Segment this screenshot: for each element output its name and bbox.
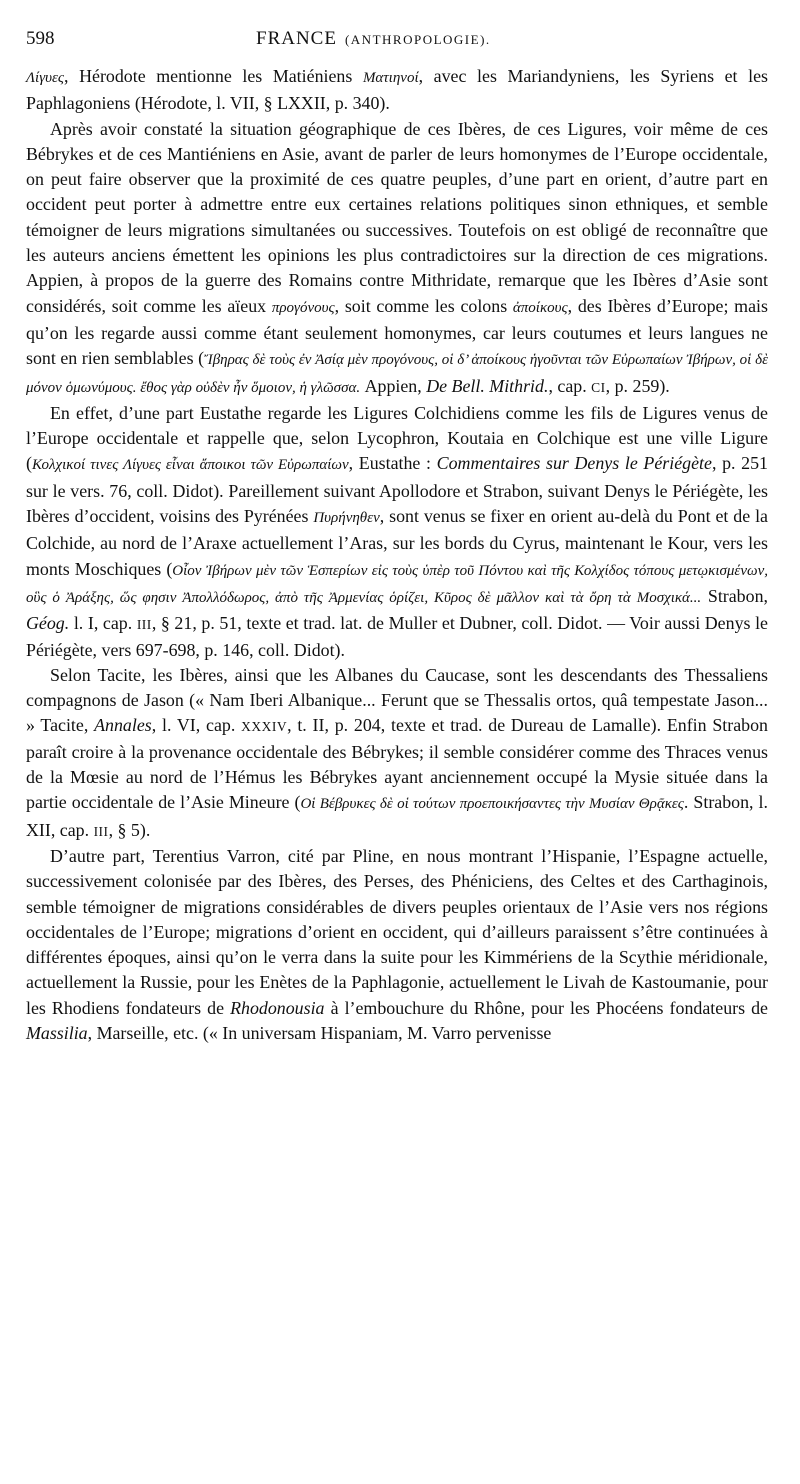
greek-quotation: Οἶον Ἰβήρων μὲν τῶν Ἑσπερίων εἰς τοὺς ὑπὲρ τοῦ Πόντου καὶ τῆς Κολχίδος τόπους μετῳκισμένων, οὓς ὁ Ἀράξης, ὥς φησιν Ἀπολλόδωρος, ἀπὸ τῆς Ἀρμενίας ὁρίζει, Κῦρος δὲ μᾶλλον καὶ τὰ ὄρη τὰ Μοσχικά... [26, 562, 768, 606]
body-text [26, 64, 768, 1046]
text-run: . Strabon, l. XII, cap. [26, 792, 768, 840]
paragraph [26, 663, 768, 844]
greek-quotation: Πυρήνηθεν [313, 510, 380, 527]
running-header [26, 28, 768, 64]
page-number: 598 [26, 28, 55, 49]
italic-citation: De Bell. Mithrid. [426, 375, 549, 396]
text-run: III [136, 617, 152, 633]
text-run: Appien, [360, 375, 427, 396]
text-run: Après avoir constaté la situation géographique de ces Ibères, de ces Ligures, voir même de ces Bébrykes et de ces Mantiéniens en Asie, avant de parler de leurs homonymes de l’Europe occidentale, on peut faire observer que la proximité de ces quatre peuples, d’une part en orient, d’autre part en occident peut porter à admettre entre eux certaines relations politiques sinon ethniques, et semble témoigner de leurs migrations simultanées ou successives. Toutefois on est obligé de reconnaître que les auteurs anciens émettent les opinions les plus contradictoires sur la direction de ces migrations. Appien, à propos de la guerre des Romains contre Mithridate, remarque que les Ibères d’Asie sont considérés, soit comme les aïeux [26, 118, 768, 316]
greek-quotation: Ματιηνοί [362, 70, 419, 86]
greek-quotation: Κολχικοί τινες Λίγυες εἶναι ἄποικοι τῶν Εὐρωπαίων [31, 457, 349, 474]
text-run: , sont venus se fixer en orient au-delà du Pont et de la Colchide, au nord de l’Araxe actuellement l’Aras, sur les bords du Cyrus, maintenant le Kour, vers les monts Moschiques ( [26, 506, 768, 579]
paragraph [26, 401, 768, 663]
text-run: , Marseille, etc. (« In universam Hispaniam, M. Varro pervenisse [87, 1022, 552, 1043]
greek-quotation: προγόνους [271, 299, 335, 316]
italic-citation: Géog. [26, 613, 70, 634]
italic-citation: Massilia [26, 1022, 88, 1043]
text-run: , Eustathe : [348, 453, 437, 474]
greek-quotation: Λίγυες [26, 70, 65, 86]
text-run: , Hérodote mentionne les Matiéniens [64, 66, 363, 86]
text-run: Strabon, [701, 585, 768, 606]
text-run: , soit comme les colons [334, 295, 513, 316]
text-run: , p. 251 sur le vers. 76, coll. Didot). Pareillement suivant Apollodore et Strabon, suivant Denys le Périégète, les Ibères d’occident, voisins des Pyrénées [26, 453, 768, 527]
text-run: , § 5). [108, 819, 151, 840]
running-title: FRANCE [256, 28, 337, 49]
greek-quotation: Οἱ Βέβρυκες δὲ οἱ τούτων προεποικήσαντες τὴν Μυσίαν Θρᾷκες [300, 796, 684, 813]
text-run: III [93, 823, 109, 839]
document-page [26, 28, 768, 1046]
text-run: , cap. [548, 375, 592, 396]
italic-citation: Rhodonousia [230, 997, 325, 1018]
running-subtitle: (ANTHROPOLOGIE). [344, 32, 491, 47]
text-run: , des Ibères d’Europe; mais qu’on les regarde aussi comme étant seulement homonymes, car leurs coutumes et leurs langues ne sont en rien semblables ( [26, 295, 768, 369]
text-run: , l. VI, cap. [151, 715, 242, 736]
text-run: à l’embouchure du Rhône, pour les Phocéens fondateurs de [324, 997, 768, 1018]
text-run: , § 21, p. 51, texte et trad. lat. de Muller et Dubner, coll. Didot. — Voir aussi Denys le Périégète, vers 697-698, p. 146, coll. Didot). [26, 613, 768, 660]
italic-citation: Commentaires sur Denys le Périégète [436, 453, 712, 474]
paragraph [26, 64, 768, 117]
text-run: l. I, cap. [69, 613, 137, 634]
text-run: CI [591, 379, 606, 395]
greek-quotation: ἀποίκους [512, 299, 568, 316]
text-run: Selon Tacite, les Ibères, ainsi que les Albanes du Caucase, sont les descendants des Thessaliens compagnons de Jason (« Nam Iberi Albanique... Ferunt que se Thessalis ortos, quâ tempestate Jason... » Tacite, [26, 664, 768, 736]
text-run: , avec les Mariandyniens, les Syriens et les Paphlagoniens (Hérodote, l. VII, § LXXII, p. 340). [26, 66, 769, 114]
text-run: XXXIV [241, 719, 288, 735]
text-run: En effet, d’une part Eustathe regarde les Ligures Colchidiens comme les fils de Ligures venus de l’Europe occidentale et rappelle que, selon Lycophron, Koutaia en Colchique est une ville Ligure ( [26, 402, 768, 474]
text-run: , t. II, p. 204, texte et trad. de Dureau de Lamalle). Enfin Strabon paraît croire à la provenance occidentale des Bébrykes; il semble considérer comme des Thraces venus de la Mœsie au nord de l’Hémus les Bébrykes ayant anciennement occupé la Mysie située dans la partie occidentale de l’Asie Mineure ( [26, 715, 768, 813]
text-run: , p. 259). [605, 375, 670, 396]
paragraph [26, 844, 768, 1046]
text-run: D’autre part, Terentius Varron, cité par Pline, en nous montrant l’Hispanie, l’Espagne actuelle, successivement colonisée par des Ibères, des Perses, des Phéniciens, des Celtes et des Carthaginois, semble témoigner de migrations considérables de divers peuples orientaux de l’Asie vers nos régions occidentales de l’Europe; migrations d’orient en occident, qui d’ailleurs paraissent s’être continuées à différentes époques, ainsi qu’on le verra dans la suite pour les Kimmériens de la Scythie méridionale, actuellement la Russie, pour les Enètes de la Paphlagonie, actuellement le Livah de Kastoumanie, pour les Rhodiens fondateurs de [26, 845, 768, 1018]
paragraph [26, 117, 768, 401]
italic-citation: Annales [94, 715, 152, 736]
greek-quotation: Ἴβηρας δὲ τοὺς ἐν Ἀσίᾳ μὲν προγόνους, οἱ δ’ ἀποίκους ἡγοῦνται τῶν Εὐρωπαίων Ἰβήρων, οἱ δὲ μόνον ὁμωνύμους. ἔθος γὰρ οὐδὲν ἦν ὅμοιον, ἡ γλῶσσα. [26, 352, 768, 396]
